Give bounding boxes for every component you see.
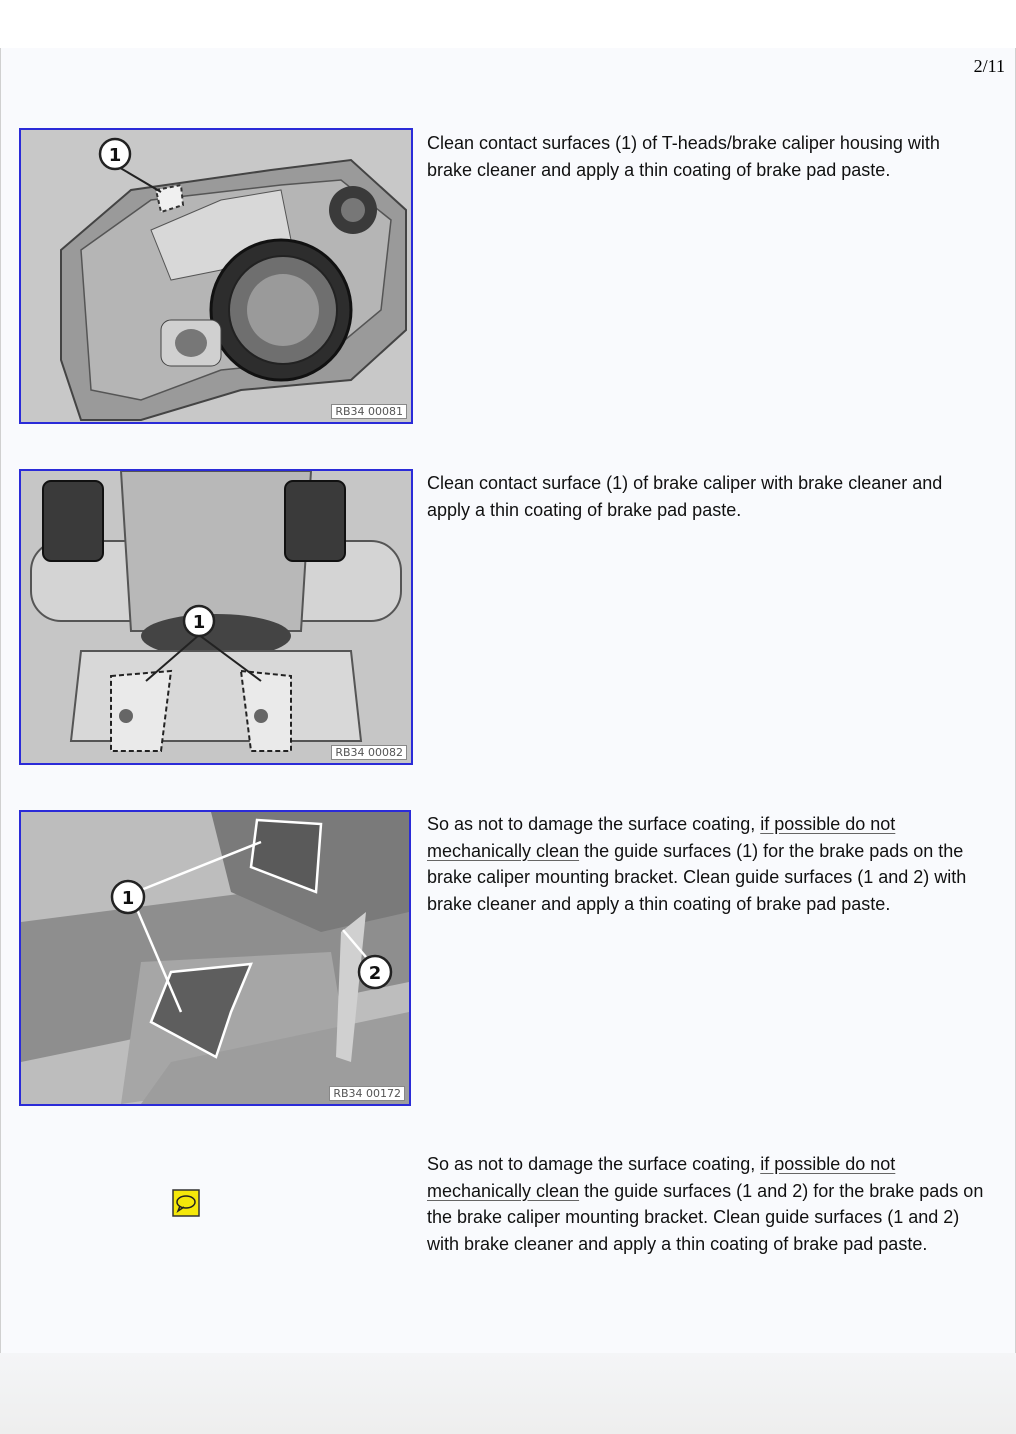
step-2-text: Clean contact surface (1) of brake caliper with brake cleaner and apply a thin coating of brake pad paste. [427,473,943,520]
figure-code: RB34 00172 [329,1086,405,1101]
figure-code: RB34 00082 [331,745,407,760]
step-3-text: So as not to damage the surface coating, if possible do not mechanically clean the guide surfaces (1) for the brake pads on the brake caliper mounting bracket. Clean guide surfaces (1 and 2) with brake cleaner and apply a thin coating of brake pad paste. [427,814,967,914]
callout-1: 1 [192,612,206,633]
page-number: 2/11 [973,56,1005,76]
figure-caliper-t-heads [19,128,413,424]
bracket-photo [21,812,409,1104]
viewer-bottom-area [0,1353,1016,1434]
document-page [0,48,1016,1353]
caliper-illustration [21,471,411,763]
callout-2: 2 [368,963,382,984]
if-possible-link[interactable]: if possible do not mechanically clean [427,814,896,861]
step-1-text: Clean contact surfaces (1) of T-heads/brake caliper housing with brake cleaner and apply a thin coating of brake pad paste. [427,133,940,180]
caliper-illustration [21,130,411,422]
if-possible-link[interactable]: if possible do not mechanically clean [427,1154,896,1201]
comment-note-icon[interactable] [172,1189,200,1217]
figure-caliper-contact-surface [19,469,413,765]
figure-mounting-bracket [19,810,411,1106]
figure-code: RB34 00081 [331,404,407,419]
callout-1: 1 [121,888,135,909]
callout-1: 1 [108,145,122,166]
viewer-top-bar [0,0,1016,48]
step-4-text: So as not to damage the surface coating, if possible do not mechanically clean the guide surfaces (1 and 2) for the brake pads on the brake caliper mounting bracket. Clean guide surfaces (1 and 2) with brake cleaner and apply a thin coating of brake pad paste. [427,1154,984,1254]
